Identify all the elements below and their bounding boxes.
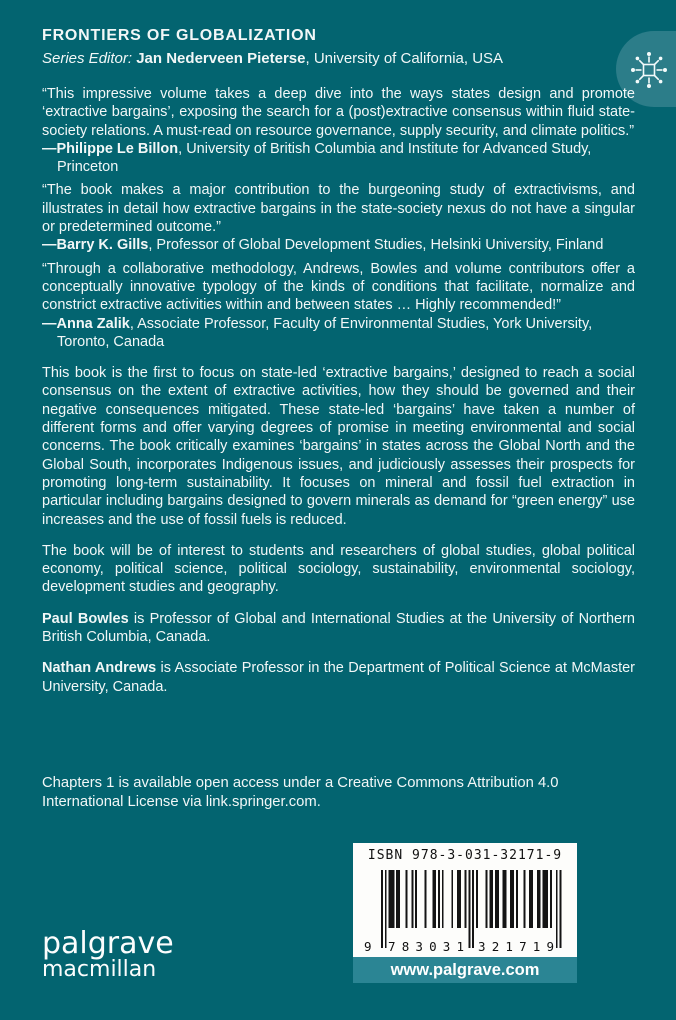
author-bio [42,610,635,647]
series-editor-name: Jan Nederveen Pieterse [132,50,306,67]
endorsement-quote [42,181,635,254]
author-name: Paul Bowles [42,610,129,627]
publisher-logo [42,928,174,982]
author-bio [42,659,635,696]
series-editor-affiliation: , University of California, USA [305,50,504,67]
author-bio-text: is Associate Professor in the Department of Political Science at McMaster University, Canada. [42,660,636,695]
quote-text: “Through a collaborative methodology, Andrews, Bowles and volume contributors offer a conceptually innovative typology of the kinds of conditions that facilitate, normalize and constrict extractive activities within and between states … Highly recommended!” [42,260,635,314]
publisher-website: www.palgrave.com [353,957,577,983]
attribution-name: —Barry K. Gills [42,237,149,254]
attribution-affiliation: , Professor of Global Development Studies, Helsinki University, Finland [148,237,604,254]
author-name: Nathan Andrews [42,660,157,677]
publisher-logo-line1: palgrave [42,926,174,961]
quote-attribution [42,315,635,352]
attribution-name: —Anna Zalik [42,315,130,332]
isbn-number: ISBN 978-3-031-32171-9 [367,848,563,863]
series-editor-line [42,49,635,68]
attribution-name: —Philippe Le Billon [42,140,179,157]
isbn-block [353,843,577,983]
barcode-digits-left: 7 8 3 0 3 1 [388,939,464,954]
series-title: FRONTIERS OF GLOBALIZATION [42,27,317,44]
back-cover-text [42,26,635,696]
author-bio-text: is Professor of Global and International Studies at the University of Northern British Columbia, Canada. [42,610,635,646]
series-editor-label: Series Editor: [42,50,133,67]
publisher-logo-line2: macmillan [42,957,157,982]
barcode-box [353,843,577,957]
quote-attribution [42,236,635,254]
barcode-digit-first: 9 [364,939,372,954]
quote-text: “The book makes a major contribution to the burgeoning study of extractivisms, and illustrates in detail how extractive bargains in the state-society nexus do not have a singular or predetermined outcome.” [42,182,635,236]
endorsement-quote [42,85,635,176]
book-description: This book is the first to focus on state-led ‘extractive bargains,’ designed to reach a social consensus on the extent of extractive activities, how they should be governed and their negative consequences mitigated. These state-led ‘bargains’ have taken a number of different forms and offer varying degrees of promise in meeting environmental and social concerns. The book critically examines ‘bargains’ in states across the Global North and the Global South, incorporates Indigenous issues, and judiciously assesses their prospects for promoting long-term sustainability. It focuses on mineral and fossil fuel extraction in particular including bargains designed to govern minerals as demand for “green energy” use increases and the use of fossil fuels is reduced. [42,365,635,528]
endorsement-quote [42,260,635,351]
quote-text: “This impressive volume takes a deep dive into the ways states design and promote ‘extractive bargains’, exposing the search for a (post)extractive consensus within fluid state-society relations. A must-read on resource governance, supply security, and climate politics.” [42,86,635,139]
audience-paragraph: The book will be of interest to students and researchers of global studies, global political economy, political science, political sociology, sustainability, environmental sociology, development studies and geography. [42,542,635,596]
quote-attribution [42,140,635,177]
barcode-digits-right: 3 2 1 7 1 9 [478,939,554,954]
attribution-affiliation: , University of British Columbia and Institute for Advanced Study, Princeton [57,140,592,176]
attribution-affiliation: , Associate Professor, Faculty of Environmental Studies, York University, Toronto, Canada [57,315,593,350]
open-access-note: Chapters 1 is available open access under a Creative Commons Attribution 4.0 International License via link.springer.com. [42,775,559,810]
